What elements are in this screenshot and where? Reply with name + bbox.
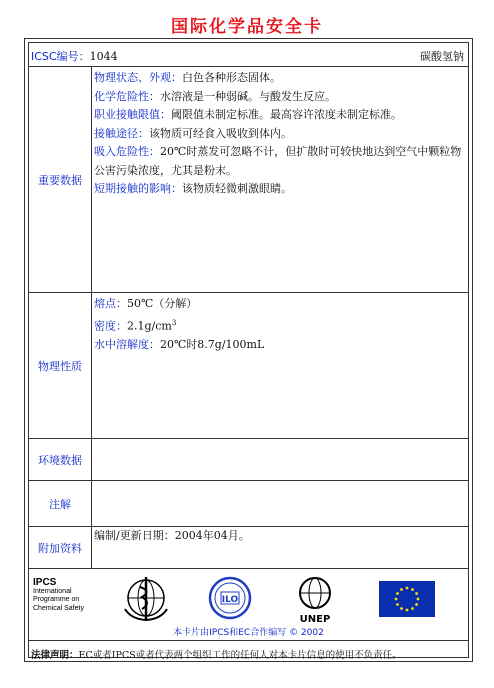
solubility-key: 水中溶解度： xyxy=(94,337,160,351)
eu-star-icon xyxy=(411,607,414,610)
solubility-value: 20℃时8.7g/100mL xyxy=(160,337,265,351)
important-data-row xyxy=(29,67,468,293)
chemical-name: 碳酸氢钠 xyxy=(420,50,464,63)
eu-flag-icon xyxy=(379,581,435,617)
unep-emblem-icon xyxy=(292,573,338,625)
legal-value: EC或者IPCS或者代表两个组织工作的任何人对本卡片信息的使用不负责任。 xyxy=(78,650,402,661)
melting-key: 熔点： xyxy=(94,297,127,310)
density-key: 密度： xyxy=(94,319,127,333)
eu-star-icon xyxy=(396,603,399,606)
card-inner xyxy=(28,42,469,661)
legal-key: 法律声明： xyxy=(31,650,79,661)
physical-properties-label: 物理性质 xyxy=(29,293,92,438)
header-row xyxy=(29,43,468,67)
who-emblem-icon xyxy=(121,575,171,621)
important-line: 短期接触的影响：该物质轻微刺激眼睛。 xyxy=(94,182,292,195)
environmental-content xyxy=(92,439,468,480)
credit-text: 本卡片由IPCS和EC合作编写 © 2002 xyxy=(173,628,324,638)
additional-content: 编制/更新日期：2004年04月。 xyxy=(94,529,250,542)
important-line: 吸入危险性：20℃时蒸发可忽略不计，但扩散时可较快地达到空气中颗粒物公害污染浓度，尤其是粉末。 xyxy=(94,145,462,177)
notes-content xyxy=(92,481,468,526)
physical-properties-row xyxy=(29,293,468,439)
important-data-content xyxy=(92,67,468,292)
eu-star-icon xyxy=(417,598,420,601)
ilo-emblem-icon xyxy=(206,575,254,621)
eu-star-icon xyxy=(400,588,403,591)
important-line: 物理状态、外观：白色各种形态固体。 xyxy=(94,71,281,84)
svg-text:ILO: ILO xyxy=(221,595,239,605)
eu-star-icon xyxy=(406,587,409,590)
eu-star-icon xyxy=(400,607,403,610)
melting-value: 50℃（分解） xyxy=(127,297,198,310)
notes-row xyxy=(29,481,468,527)
physical-properties-content xyxy=(92,293,468,438)
important-line: 职业接触限值：阈限值未制定标准。最高容许浓度未制定标准。 xyxy=(94,108,402,121)
density-value: 2.1g/cm xyxy=(127,319,172,333)
important-line: 化学危险性：水溶液是一种弱碱。与酸发生反应。 xyxy=(94,89,336,103)
icsc-label: ICSC编号： xyxy=(31,50,90,63)
icsc-number: 1044 xyxy=(89,50,118,63)
additional-label: 附加资料 xyxy=(29,527,92,568)
card-frame xyxy=(24,38,473,662)
important-line: 接触途径：该物质可经食入吸收到体内。 xyxy=(94,126,292,140)
card-title: 国际化学品安全卡 xyxy=(171,17,323,37)
eu-star-icon xyxy=(415,603,418,606)
notes-label: 注解 xyxy=(29,481,92,526)
eu-star-icon xyxy=(415,592,418,595)
environmental-label: 环境数据 xyxy=(29,439,92,480)
important-data-label: 重要数据 xyxy=(29,67,92,292)
eu-star-icon xyxy=(406,609,409,612)
eu-star-icon xyxy=(395,598,398,601)
eu-star-icon xyxy=(396,592,399,595)
ipcs-logo: IPCS International Programme on Chemical Safety xyxy=(33,577,84,612)
legal-row xyxy=(29,641,468,663)
density-sup: 3 xyxy=(171,318,177,327)
environmental-row xyxy=(29,439,468,481)
eu-star-icon xyxy=(411,588,414,591)
svg-text:UNEP: UNEP xyxy=(299,614,331,625)
additional-row xyxy=(29,527,468,569)
logos-row xyxy=(29,569,468,641)
